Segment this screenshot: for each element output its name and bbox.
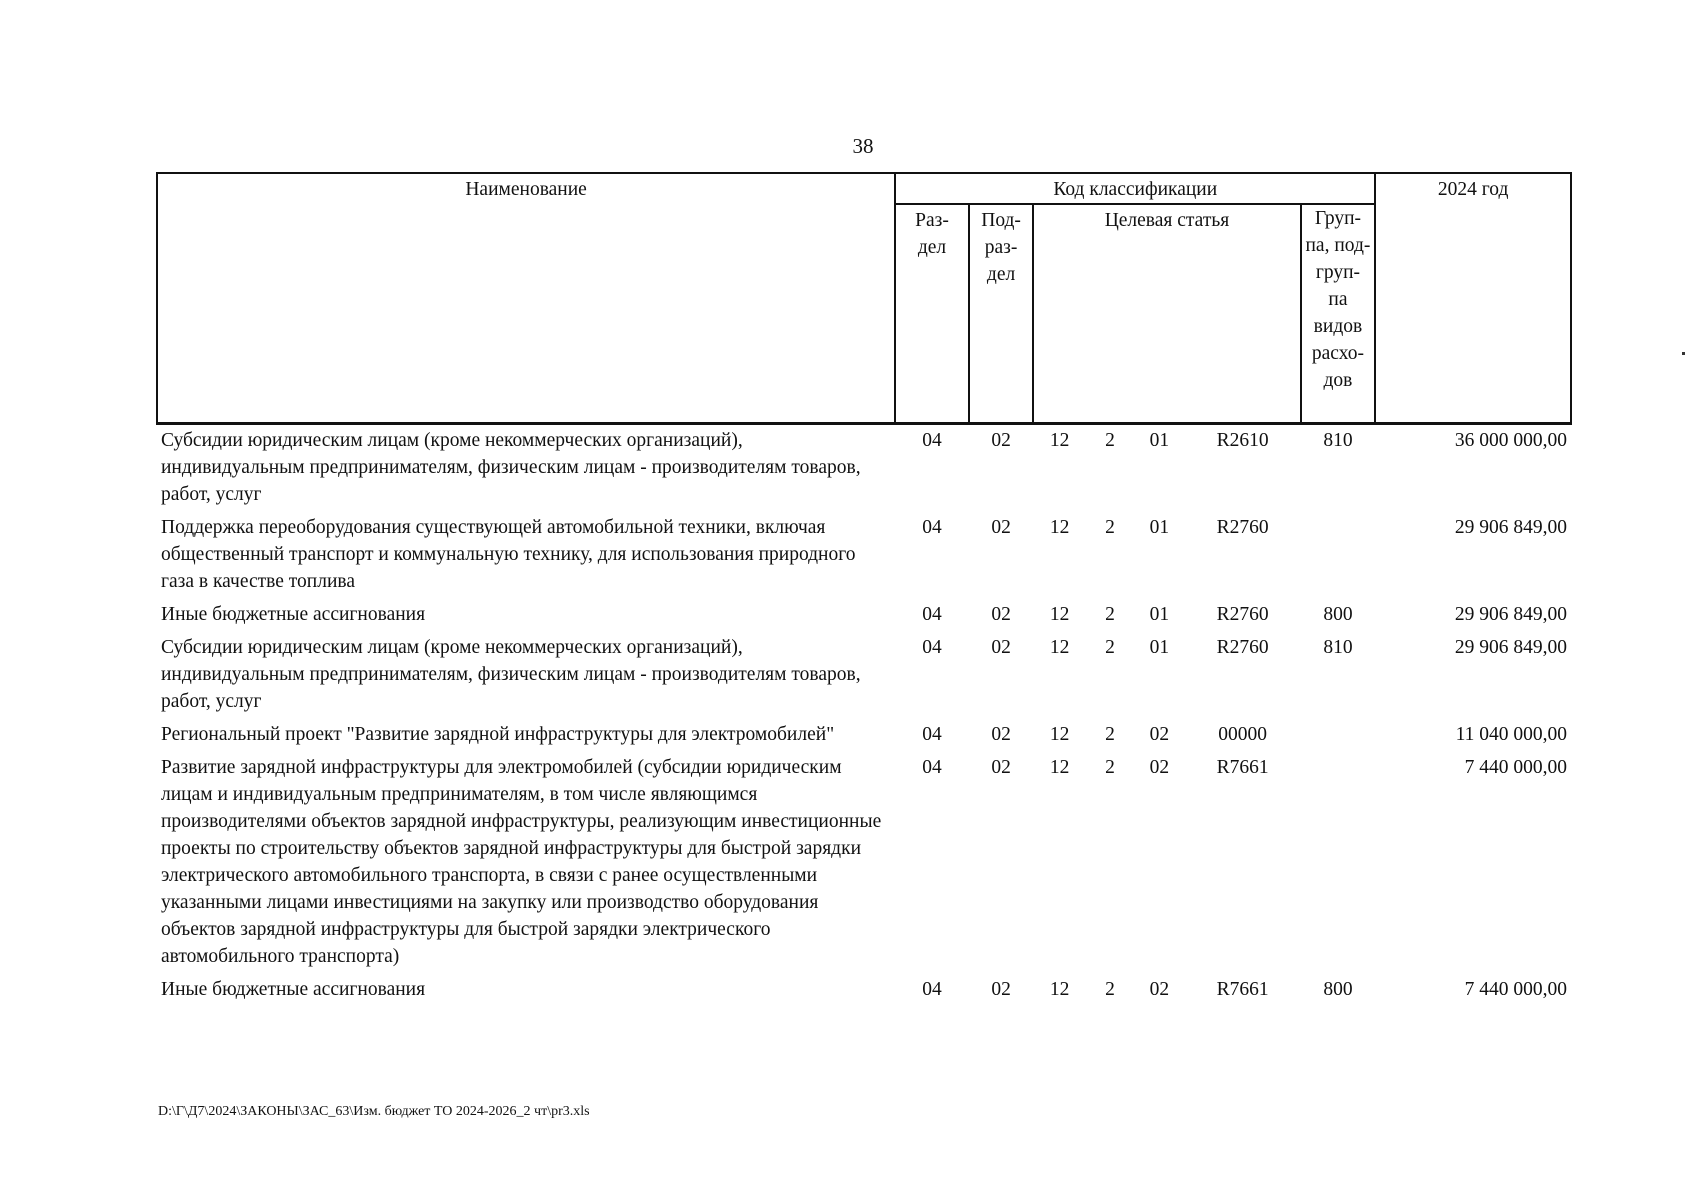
row-name: Развитие зарядной инфраструктуры для электромобилей (субсидии юридическим лицам и индивидуальным предпринимателям, в том числе являющимся производителями объектов зарядной инфраструктуры, реализующим инвестиционные проекты по строительству объектов зарядной инфраструктуры для быстрой зарядки электрического автомобильного транспорта, в связи с ранее осуществленными указанными лицами инвестициями на закупку или производство оборудования объектов зарядной инфраструктуры для быстрой зарядки электрического автомобильного транспорта): [161, 757, 882, 967]
table-row: [157, 752, 1571, 974]
row-name: Поддержка переоборудования существующей автомобильной техники, включая общественный транспорт и коммунальную технику, для использования природного газа в качестве топлива: [161, 517, 856, 592]
row-subsection: 02: [991, 757, 1011, 778]
row-amount: 7 440 000,00: [1464, 979, 1567, 1000]
header-expense-group: Груп- па, под- груп- па видов расхо- дов: [1301, 204, 1376, 424]
row-expense-group: [1301, 752, 1376, 974]
table-row: [157, 424, 1571, 513]
row-target-direction: R2610: [1216, 430, 1269, 451]
row-target-program: 12: [1049, 757, 1070, 778]
row-target-subprogram: 2: [1105, 517, 1115, 538]
row-section: 04: [922, 757, 942, 778]
row-target-program: 12: [1049, 604, 1070, 625]
row-expense-group: 800: [1323, 979, 1353, 1000]
row-name: Иные бюджетные ассигнования: [161, 604, 426, 625]
row-target-subprogram: 2: [1105, 757, 1115, 778]
row-expense-group: 800: [1323, 604, 1353, 625]
scan-mark: [1682, 352, 1685, 355]
row-target-event: 02: [1149, 757, 1170, 778]
row-target-direction: R2760: [1216, 604, 1269, 625]
page-number: 38: [852, 134, 874, 158]
row-target-event: 01: [1149, 604, 1170, 625]
row-amount: 36 000 000,00: [1454, 430, 1567, 451]
row-target-event: 02: [1149, 724, 1170, 745]
header-subsection: Под- раз- дел: [969, 204, 1034, 424]
table-row: [157, 974, 1571, 1007]
row-name: Иные бюджетные ассигнования: [161, 979, 426, 1000]
budget-table: [156, 172, 1572, 1007]
row-target-subprogram: 2: [1105, 637, 1115, 658]
row-target-event: 01: [1149, 637, 1170, 658]
row-section: 04: [922, 517, 942, 538]
row-target-direction: R7661: [1216, 757, 1269, 778]
row-amount: 7 440 000,00: [1464, 757, 1567, 778]
row-section: 04: [922, 724, 942, 745]
row-target-direction: 00000: [1218, 724, 1267, 745]
file-path-footer: D:\Г\Д7\2024\ЗАКОНЫ\ЗАС_63\Изм. бюджет ТО 2024-2026_2 чт\pr3.xls: [158, 1104, 590, 1119]
row-name: Субсидии юридическим лицам (кроме некоммерческих организаций), индивидуальным предпринимателям, физическим лицам - производителям товаров, работ, услуг: [161, 430, 861, 505]
row-target-subprogram: 2: [1105, 604, 1115, 625]
row-target-program: 12: [1049, 724, 1070, 745]
row-name: Региональный проект "Развитие зарядной инфраструктуры для электромобилей": [161, 724, 835, 745]
row-subsection: 02: [991, 979, 1011, 1000]
row-amount: 29 906 849,00: [1454, 604, 1567, 625]
header-name: Наименование: [157, 173, 895, 424]
row-expense-group: 810: [1323, 637, 1353, 658]
row-subsection: 02: [991, 637, 1011, 658]
header-target-article: Целевая статья: [1033, 204, 1300, 424]
row-target-direction: R7661: [1216, 979, 1269, 1000]
row-target-subprogram: 2: [1105, 724, 1115, 745]
row-amount: 11 040 000,00: [1455, 724, 1567, 745]
row-expense-group: 810: [1323, 430, 1353, 451]
row-subsection: 02: [991, 430, 1011, 451]
row-target-event: 02: [1149, 979, 1170, 1000]
table-body: [157, 424, 1571, 1008]
row-expense-group: [1301, 719, 1376, 752]
table-row: [157, 719, 1571, 752]
header-year: 2024 год: [1375, 173, 1571, 424]
row-target-event: 01: [1149, 430, 1170, 451]
row-target-program: 12: [1049, 637, 1070, 658]
row-section: 04: [922, 430, 942, 451]
row-target-subprogram: 2: [1105, 979, 1115, 1000]
row-section: 04: [922, 637, 942, 658]
row-name: Субсидии юридическим лицам (кроме некоммерческих организаций), индивидуальным предпринимателям, физическим лицам - производителям товаров, работ, услуг: [161, 637, 861, 712]
table-header: [157, 173, 1571, 424]
row-target-program: 12: [1049, 979, 1070, 1000]
row-subsection: 02: [991, 724, 1011, 745]
row-section: 04: [922, 979, 942, 1000]
row-target-program: 12: [1049, 517, 1070, 538]
row-target-event: 01: [1149, 517, 1170, 538]
row-target-direction: R2760: [1216, 637, 1269, 658]
row-amount: 29 906 849,00: [1454, 637, 1567, 658]
header-section: Раз- дел: [895, 204, 969, 424]
row-section: 04: [922, 604, 942, 625]
row-subsection: 02: [991, 517, 1011, 538]
row-amount: 29 906 849,00: [1454, 517, 1567, 538]
header-classification-code: Код классификации: [895, 173, 1375, 204]
row-target-direction: R2760: [1216, 517, 1269, 538]
table-row: [157, 512, 1571, 599]
row-expense-group: [1301, 512, 1376, 599]
row-target-program: 12: [1049, 430, 1070, 451]
table-row: [157, 632, 1571, 719]
row-target-subprogram: 2: [1105, 430, 1115, 451]
row-subsection: 02: [991, 604, 1011, 625]
table-row: [157, 599, 1571, 632]
